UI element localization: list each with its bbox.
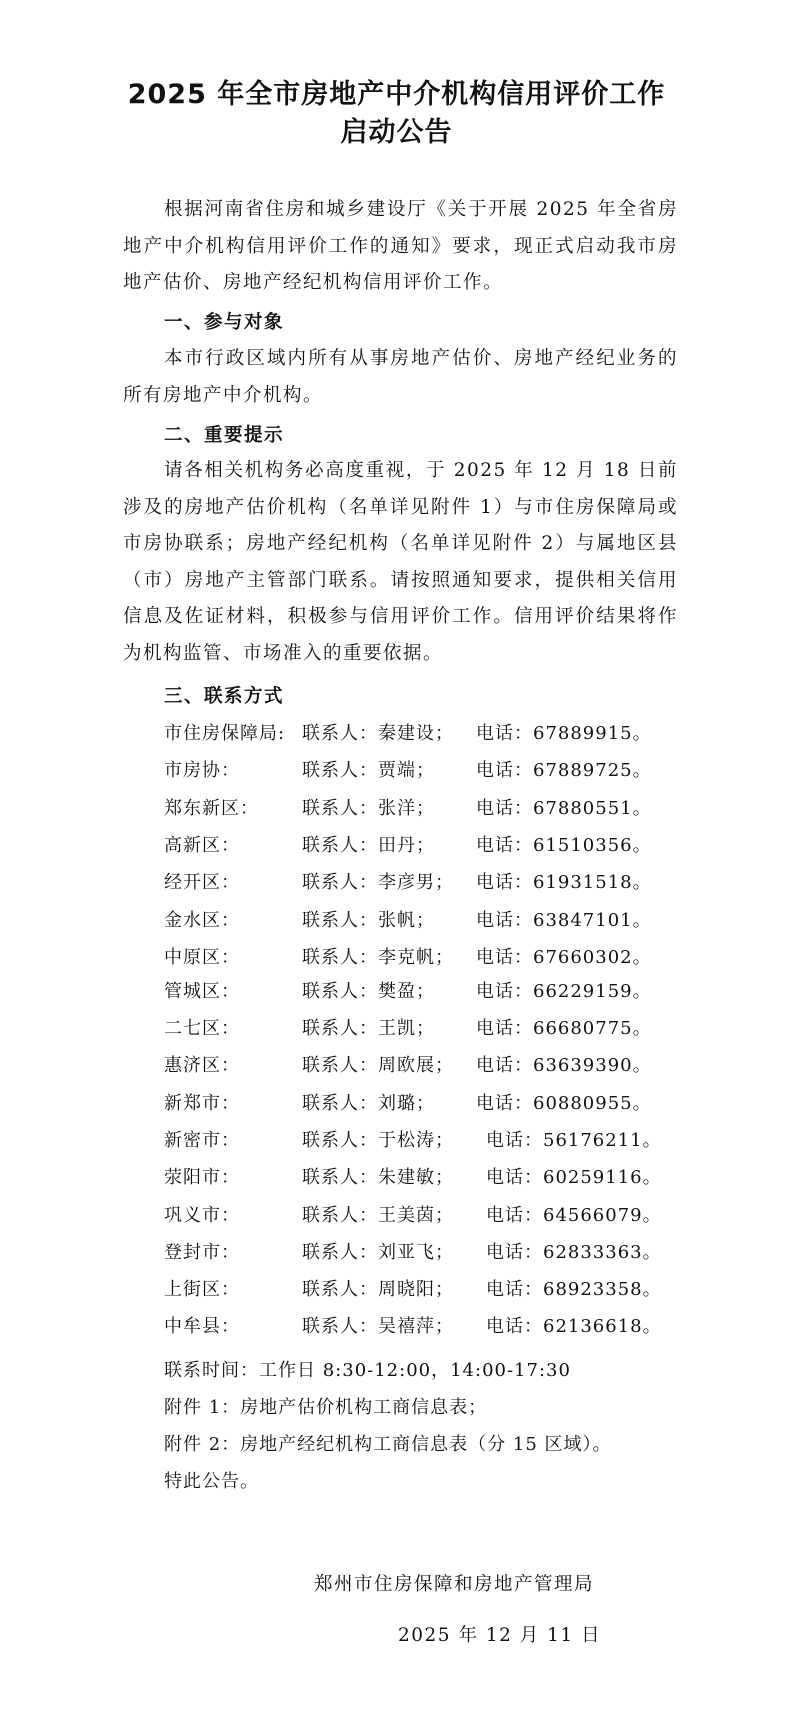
- contact-org: 巩义市：: [164, 1205, 240, 1226]
- contact-row: [164, 1089, 724, 1119]
- contact-person: 联系人：朱建敏；: [302, 1167, 454, 1188]
- contact-row: [164, 943, 724, 973]
- contact-phone: 电话：62136618。: [486, 1316, 662, 1337]
- contact-org: 新密市：: [164, 1130, 240, 1151]
- contact-row: [164, 977, 724, 1007]
- contact-org: 高新区：: [164, 835, 240, 856]
- contact-person: 联系人：王美茵；: [302, 1205, 454, 1226]
- contact-person: 联系人：王凯；: [302, 1018, 435, 1039]
- contact-phone: 电话：61931518。: [476, 872, 652, 893]
- document-title-line2: 启动公告: [340, 117, 453, 148]
- contact-person: 联系人：吴禧萍；: [302, 1316, 454, 1337]
- contact-person: 联系人：李彦男；: [302, 872, 454, 893]
- contact-phone: 电话：67880551。: [476, 798, 652, 819]
- contact-person: 联系人：贾端；: [302, 760, 435, 781]
- contact-phone: 电话：60259116。: [486, 1167, 662, 1188]
- contact-org: 市住房保障局:: [164, 723, 286, 744]
- contact-phone: 电话：67889725。: [476, 760, 652, 781]
- contact-org: 中原区：: [164, 947, 240, 968]
- contact-org: 二七区：: [164, 1018, 240, 1039]
- contact-org: 经开区：: [164, 872, 240, 893]
- contact-person: 联系人：周欧展；: [302, 1055, 454, 1076]
- contact-phone: 电话：66229159。: [476, 981, 652, 1002]
- contact-row: [164, 1051, 724, 1081]
- contact-person: 联系人：张帆；: [302, 910, 435, 931]
- contact-row: [164, 1201, 724, 1231]
- contact-row: [164, 1163, 724, 1193]
- section2-body: 请各相关机构务必高度重视，于 2025 年 12 月 18 日前涉及的房地产估价机构（名单详见附件 1）与市住房保障局或市房协联系；房地产经纪机构（名单详见附件 2）与属地区县（市）房地产主管部门联系。请按照通知要求，提供相关信用信息及佐证材料，积极参与信用评价工作。信用评价结果将作为机构监管、市场准入的重要依据。: [123, 460, 678, 664]
- contact-person: 联系人：田丹；: [302, 835, 435, 856]
- contact-org: 登封市：: [164, 1242, 240, 1263]
- contact-person: 联系人：刘璐；: [302, 1093, 435, 1114]
- contact-phone: 电话：61510356。: [476, 835, 652, 856]
- contact-person: 联系人：刘亚飞；: [302, 1242, 454, 1263]
- document-title-line1: 2025 年全市房地产中介机构信用评价工作: [127, 79, 666, 110]
- contact-org: 市房协：: [164, 760, 240, 781]
- section2-heading: 二、重要提示: [164, 425, 285, 446]
- contact-phone: 电话：67889915。: [476, 723, 652, 744]
- contact-row: [164, 719, 724, 749]
- contact-row: [164, 794, 724, 824]
- contact-org: 荥阳市：: [164, 1167, 240, 1188]
- contact-org: 管城区：: [164, 981, 240, 1002]
- contact-row: [164, 1014, 724, 1044]
- contact-person: 联系人：秦建设；: [302, 723, 454, 744]
- contact-phone: 电话：60880955。: [476, 1093, 652, 1114]
- contact-person: 联系人：樊盈；: [302, 981, 435, 1002]
- contact-org: 中牟县：: [164, 1316, 240, 1337]
- contact-row: [164, 1126, 724, 1156]
- contact-row: [164, 756, 724, 786]
- contact-time: 联系时间：工作日 8:30-12:00，14:00-17:30: [164, 1360, 571, 1381]
- contact-phone: 电话：68923358。: [486, 1279, 662, 1300]
- contact-org: 新郑市：: [164, 1093, 240, 1114]
- section1-heading: 一、参与对象: [164, 312, 285, 333]
- contact-row: [164, 1238, 724, 1268]
- contact-phone: 电话：63847101。: [476, 910, 652, 931]
- contact-person: 联系人：于松涛；: [302, 1130, 454, 1151]
- contact-phone: 电话：62833363。: [486, 1242, 662, 1263]
- contact-org: 惠济区：: [164, 1055, 240, 1076]
- attachment-2: 附件 2：房地产经纪机构工商信息表（分 15 区域）。: [164, 1434, 612, 1455]
- contact-row: [164, 906, 724, 936]
- contact-row: [164, 831, 724, 861]
- section1-body: 本市行政区域内所有从事房地产估价、房地产经纪业务的所有房地产中介机构。: [123, 348, 678, 406]
- contact-person: 联系人：张洋；: [302, 798, 435, 819]
- contact-person: 联系人：李克帆；: [302, 947, 454, 968]
- contact-org: 金水区：: [164, 910, 240, 931]
- contact-phone: 电话：67660302。: [476, 947, 652, 968]
- attachment-1: 附件 1：房地产估价机构工商信息表；: [164, 1397, 488, 1418]
- issuer-name: 郑州市住房保障和房地产管理局: [314, 1574, 595, 1595]
- contact-row: [164, 1312, 724, 1342]
- contact-phone: 电话：63639390。: [476, 1055, 652, 1076]
- contact-row: [164, 1275, 724, 1305]
- contact-row: [164, 868, 724, 898]
- contact-org: 郑东新区：: [164, 798, 259, 819]
- closing-text: 特此公告。: [164, 1471, 259, 1492]
- contact-phone: 电话：64566079。: [486, 1205, 662, 1226]
- intro-paragraph: 根据河南省住房和城乡建设厅《关于开展 2025 年全省房地产中介机构信用评价工作的通知》要求，现正式启动我市房地产估价、房地产经纪机构信用评价工作。: [123, 199, 678, 293]
- contact-org: 上街区：: [164, 1279, 240, 1300]
- issue-date: 2025 年 12 月 11 日: [398, 1625, 602, 1646]
- contact-person: 联系人：周晓阳；: [302, 1279, 454, 1300]
- contact-phone: 电话：56176211。: [486, 1130, 662, 1151]
- section3-heading: 三、联系方式: [164, 686, 285, 707]
- contact-phone: 电话：66680775。: [476, 1018, 652, 1039]
